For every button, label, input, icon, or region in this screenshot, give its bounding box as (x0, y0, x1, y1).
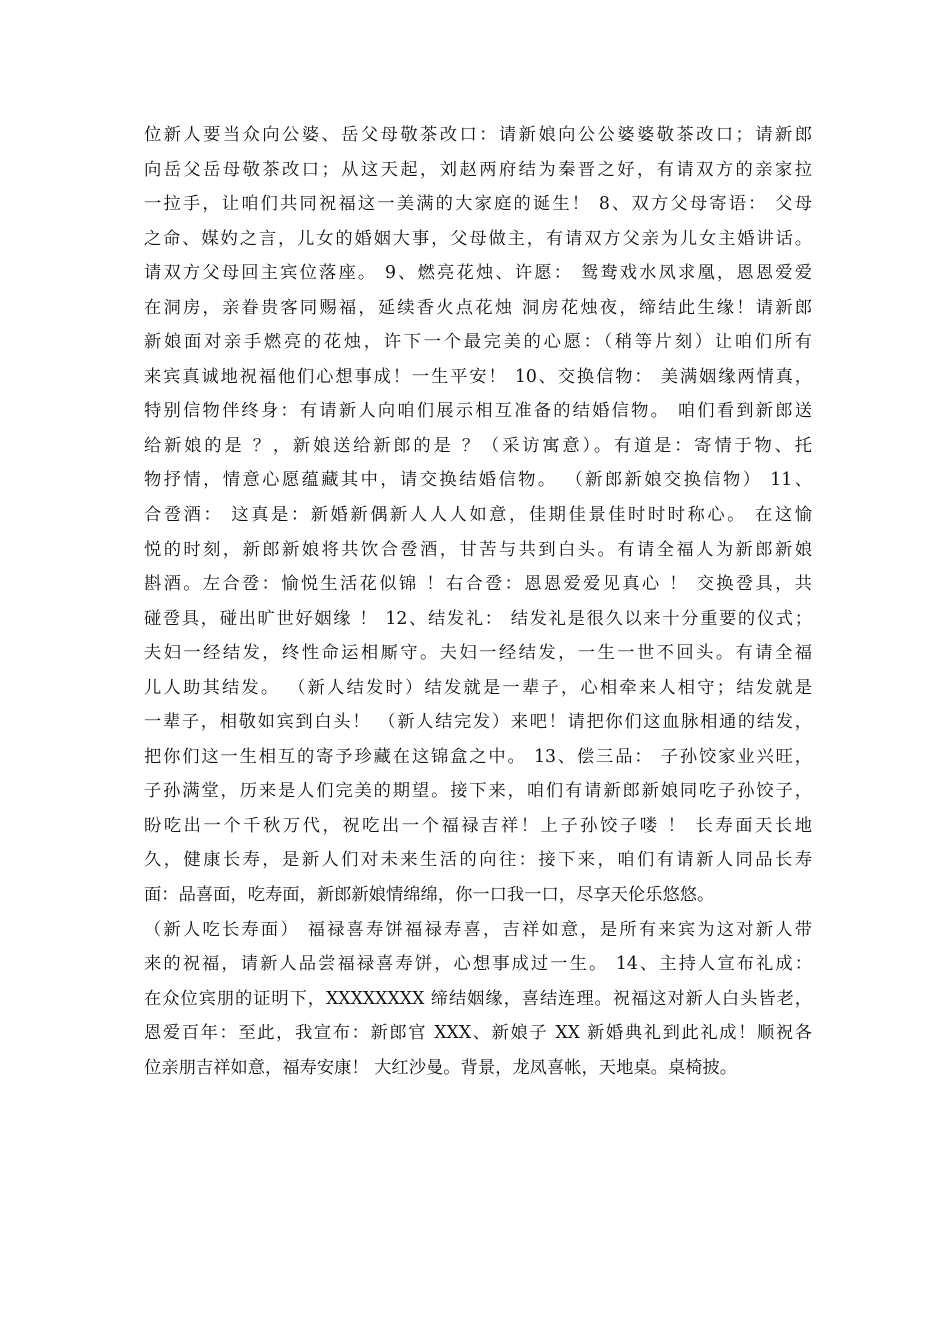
text-line: 之命、媒妁之言，儿女的婚姻大事，父母做主，有请双方父亲为儿女主婚讲话。 (144, 228, 812, 249)
text-line: （新人吃长寿面） 福禄喜寿饼福禄寿喜，吉祥如意，是所有来宾为这对新人带 (144, 919, 812, 940)
text-line: 来的祝福，请新人品尝福禄喜寿饼，心想事成过一生。 14、主持人宣布礼成： (144, 954, 812, 975)
text-line: 把你们这一生相互的寄予珍藏在这锦盒之中。 13、偿三品： 子孙饺家业兴旺， (144, 746, 812, 767)
text-line: 子孙满堂，历来是人们完美的期望。接下来，咱们有请新郎新娘同吃子孙饺子， (144, 781, 812, 802)
text-line: 面：品喜面，吃寿面，新郎新娘情绵绵，你一口我一口，尽享天伦乐悠悠。 (144, 885, 715, 906)
text-line: 碰卺具，碰出旷世好姻缘 ！ 12、结发礼： 结发礼是很久以来十分重要的仪式； (144, 608, 812, 629)
text-line: 位亲朋吉祥如意，福寿安康！ 大红沙曼。背景，龙凤喜帐，天地桌。桌椅披。 (144, 1057, 738, 1078)
text-line: 物抒情，情意心愿蕴藏其中，请交换结婚信物。 （新郎新娘交换信物） 11、 (144, 470, 812, 491)
text-line: 在洞房，亲眷贵客同赐福，延续香火点花烛 洞房花烛夜，缔结此生缘！请新郎 (144, 297, 812, 318)
text-line: 在众位宾朋的证明下，XXXXXXXX 缔结姻缘，喜结连理。祝福这对新人白头皆老， (144, 988, 812, 1009)
text-line: 一拉手，让咱们共同祝福这一美满的大家庭的诞生！ 8、双方父母寄语： 父母 (144, 194, 812, 215)
text-line: 来宾真诚地祝福他们心想事成！一生平安！ 10、交换信物： 美满姻缘两情真， (144, 366, 812, 387)
text-line: 斟酒。左合卺：愉悦生活花似锦 ！右合卺：恩恩爱爱见真心 ！ 交换卺具，共 (144, 574, 812, 595)
body-text (144, 118, 812, 1085)
text-line: 向岳父岳母敬茶改口；从这天起，刘赵两府结为秦晋之好，有请双方的亲家拉 (144, 159, 812, 180)
text-line: 盼吃出一个千秋万代，祝吃出一个福禄吉祥！上子孙饺子喽 ！ 长寿面天长地 (144, 815, 812, 836)
text-line: 请双方父母回主宾位落座。 9、燃亮花烛、许愿： 鸳鸯戏水凤求凰，恩恩爱爱 (144, 263, 812, 284)
text-line: 位新人要当众向公婆、岳父母敬茶改口：请新娘向公公婆婆敬茶改口；请新郎 (144, 125, 812, 145)
text-line: 久，健康长寿，是新人们对未来生活的向往：接下来，咱们有请新人同品长寿 (144, 850, 812, 871)
text-line: 悦的时刻，新郎新娘将共饮合卺酒，甘苦与共到白头。有请全福人为新郎新娘 (144, 539, 812, 560)
text-line: 一辈子，相敬如宾到白头！ （新人结完发）来吧！请把你们这血脉相通的结发， (144, 712, 812, 733)
text-line: 新娘面对亲手燃亮的花烛，许下一个最完美的心愿：（稍等片刻）让咱们所有 (144, 332, 812, 353)
text-line: 恩爱百年：至此，我宣布：新郎官 XXX、新娘子 XX 新婚典礼到此礼成！顺祝各 (144, 1023, 812, 1044)
text-line: 给新娘的是 ？，新娘送给新郎的是 ？（采访寓意）。有道是：寄情于物、托 (144, 435, 812, 456)
text-line: 合卺酒： 这真是：新婚新偶新人人人如意，佳期佳景佳时时时称心。 在这愉 (144, 505, 812, 526)
text-line: 儿人助其结发。 （新人结发时）结发就是一辈子，心相牵来人相守；结发就是 (144, 677, 812, 698)
text-line: 夫妇一经结发，终性命运相厮守。夫妇一经结发，一生一世不回头。有请全福 (144, 643, 812, 664)
text-line: 特别信物伴终身：有请新人向咱们展示相互准备的结婚信物。 咱们看到新郎送 (144, 401, 812, 422)
